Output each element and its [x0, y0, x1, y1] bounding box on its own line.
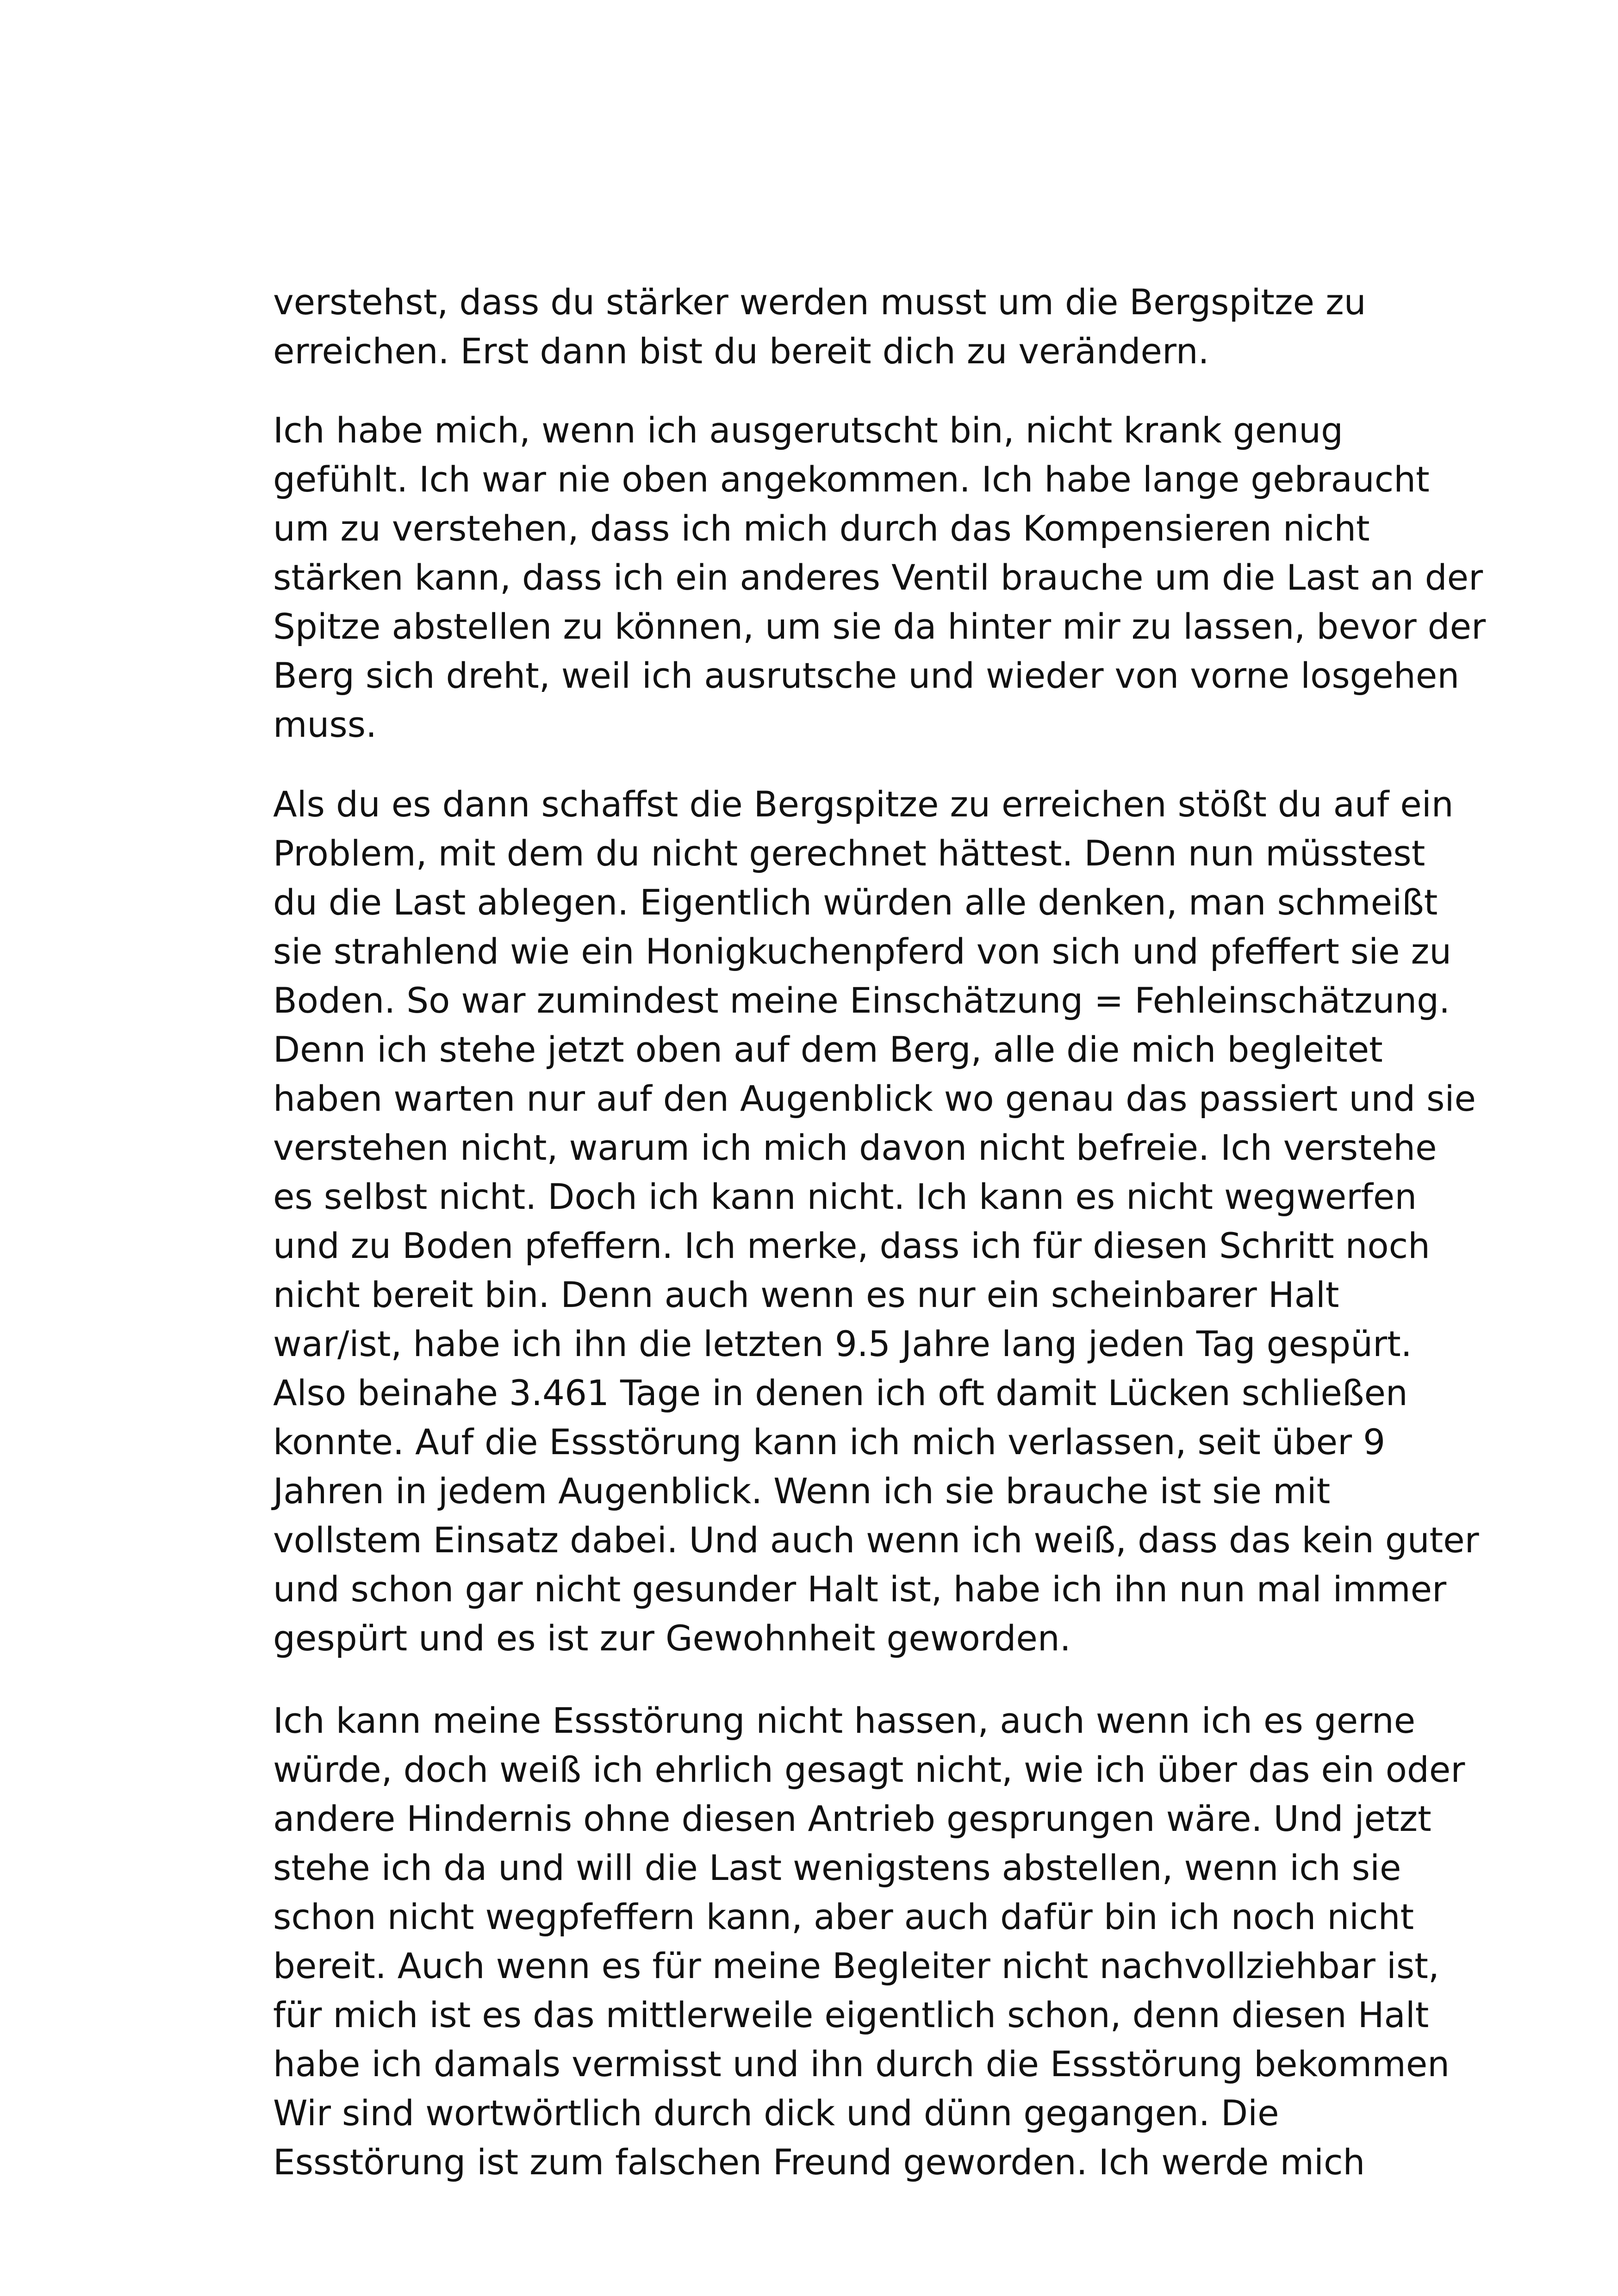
- text-line: Boden. So war zumindest meine Einschätzung = Fehleinschätzung.: [273, 980, 1450, 1021]
- paragraph: [273, 780, 1479, 1663]
- text-line: habe ich damals vermisst und ihn durch die Essstörung bekommen: [273, 2044, 1450, 2084]
- text-line: war/ist, habe ich ihn die letzten 9.5 Jahre lang jeden Tag gespürt.: [273, 1324, 1412, 1364]
- text-line: sie strahlend wie ein Honigkuchenpferd von sich und pfeffert sie zu: [273, 931, 1452, 972]
- text-line: Wir sind wortwörtlich durch dick und dünn gegangen. Die: [273, 2093, 1279, 2134]
- text-line: Berg sich dreht, weil ich ausrutsche und wieder von vorne losgehen: [273, 655, 1460, 696]
- text-line: Essstörung ist zum falschen Freund geworden. Ich werde mich: [273, 2142, 1365, 2183]
- text-line: Jahren in jedem Augenblick. Wenn ich sie brauche ist sie mit: [273, 1471, 1331, 1512]
- text-line: verstehst, dass du stärker werden musst um die Bergspitze zu: [273, 282, 1366, 323]
- text-line: konnte. Auf die Essstörung kann ich mich verlassen, seit über 9: [273, 1422, 1386, 1462]
- text-line: Also beinahe 3.461 Tage in denen ich oft damit Lücken schließen: [273, 1373, 1408, 1413]
- text-line: muss.: [273, 704, 377, 745]
- text-line: Ich habe mich, wenn ich ausgerutscht bin, nicht krank genug: [273, 410, 1344, 451]
- text-line: stehe ich da und will die Last wenigstens abstellen, wenn ich sie: [273, 1848, 1401, 1888]
- text-line: und schon gar nicht gesunder Halt ist, habe ich ihn nun mal immer: [273, 1569, 1447, 1610]
- paragraph: [273, 406, 1486, 749]
- text-line: verstehen nicht, warum ich mich davon nicht befreie. Ich verstehe: [273, 1127, 1437, 1168]
- text-line: bereit. Auch wenn es für meine Begleiter nicht nachvollziehbar ist,: [273, 1946, 1439, 1986]
- text-line: nicht bereit bin. Denn auch wenn es nur ein scheinbarer Halt: [273, 1275, 1339, 1315]
- text-line: für mich ist es das mittlerweile eigentlich schon, denn diesen Halt: [273, 1995, 1429, 2035]
- text-line: stärken kann, dass ich ein anderes Ventil brauche um die Last an der: [273, 557, 1483, 598]
- text-line: haben warten nur auf den Augenblick wo genau das passiert und sie: [273, 1078, 1476, 1119]
- text-line: schon nicht wegpfeffern kann, aber auch dafür bin ich noch nicht: [273, 1897, 1414, 1937]
- text-line: Denn ich stehe jetzt oben auf dem Berg, alle die mich begleitet: [273, 1029, 1383, 1070]
- text-line: erreichen. Erst dann bist du bereit dich zu verändern.: [273, 331, 1209, 372]
- text-line: Ich kann meine Essstörung nicht hassen, auch wenn ich es gerne: [273, 1700, 1416, 1741]
- text-line: um zu verstehen, dass ich mich durch das Kompensieren nicht: [273, 508, 1370, 549]
- text-line: andere Hindernis ohne diesen Antrieb gesprungen wäre. Und jetzt: [273, 1798, 1431, 1839]
- text-line: gefühlt. Ich war nie oben angekommen. Ich habe lange gebraucht: [273, 459, 1430, 500]
- text-line: es selbst nicht. Doch ich kann nicht. Ich kann es nicht wegwerfen: [273, 1176, 1417, 1217]
- text-line: Spitze abstellen zu können, um sie da hinter mir zu lassen, bevor der: [273, 606, 1486, 647]
- text-line: du die Last ablegen. Eigentlich würden alle denken, man schmeißt: [273, 882, 1438, 923]
- paragraph: [273, 1696, 1465, 2187]
- text-line: und zu Boden pfeffern. Ich merke, dass ich für diesen Schritt noch: [273, 1226, 1431, 1266]
- text-line: würde, doch weiß ich ehrlich gesagt nicht, wie ich über das ein oder: [273, 1749, 1465, 1790]
- text-line: gespürt und es ist zur Gewohnheit geworden.: [273, 1618, 1071, 1659]
- text-line: Als du es dann schaffst die Bergspitze zu erreichen stößt du auf ein: [273, 784, 1454, 825]
- text-line: vollstem Einsatz dabei. Und auch wenn ich weiß, dass das kein guter: [273, 1520, 1479, 1561]
- paragraph: [273, 278, 1365, 376]
- text-line: Problem, mit dem du nicht gerechnet hättest. Denn nun müsstest: [273, 833, 1425, 874]
